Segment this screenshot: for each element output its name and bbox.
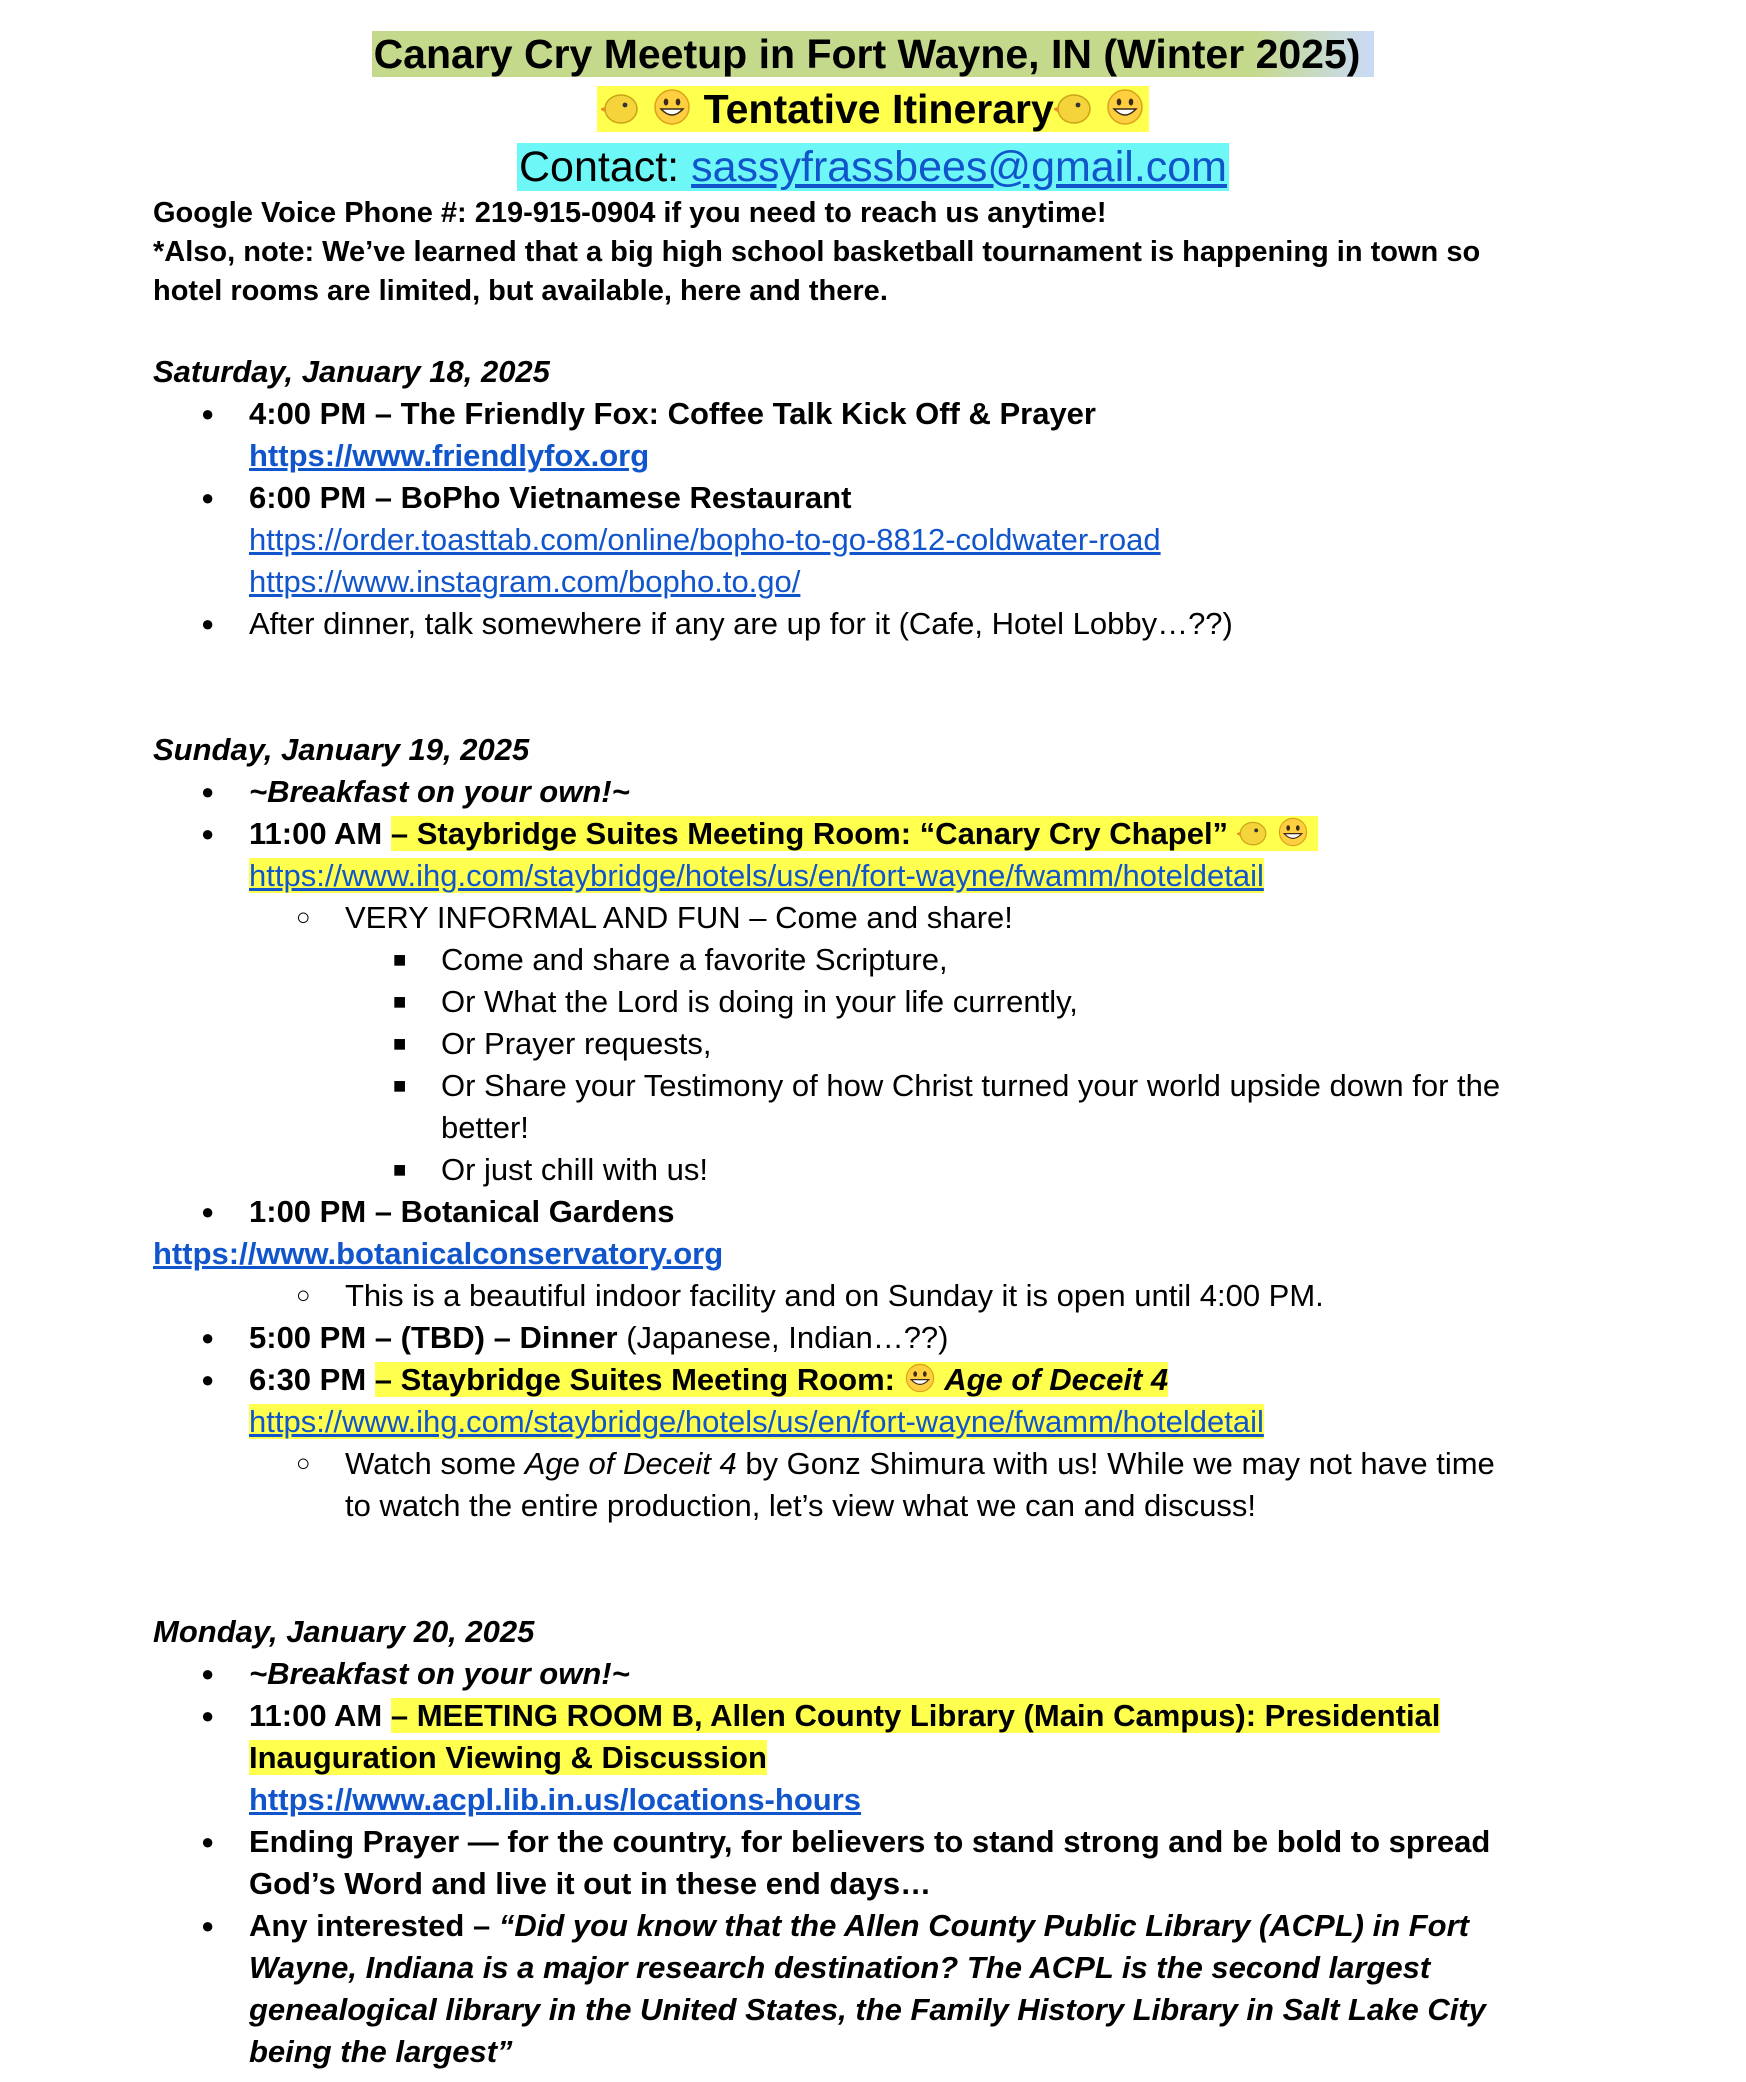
- point-text: Or just chill with us!: [441, 1152, 709, 1187]
- circle-bullet-icon: ○: [296, 1282, 311, 1309]
- monday-heading: Monday, January 20, 2025: [153, 1614, 535, 1649]
- saturday-list: [153, 393, 1553, 645]
- sub-item-text: This is a beautiful indoor facility and on Sunday it is open until 4:00 PM.: [345, 1278, 1324, 1313]
- list-item: [153, 393, 1553, 477]
- ending-prayer: Ending Prayer — for the country, for believers to stand strong and be bold to spread God’s Word and live it out in these end days…: [249, 1824, 1491, 1901]
- point-text: Or What the Lord is doing in your life currently,: [441, 984, 1078, 1019]
- bullet-icon: ●: [201, 1661, 215, 1686]
- square-bullet-icon: ■: [393, 1157, 407, 1182]
- item-text: After dinner, talk somewhere if any are up for it (Cafe, Hotel Lobby…??): [249, 606, 1233, 641]
- list-item: [153, 1821, 1553, 1905]
- list-item: [153, 1695, 1553, 1821]
- square-bullet-icon: ■: [393, 947, 407, 972]
- sub-item-text: [345, 1443, 1505, 1527]
- hotel-note: *Also, note: We’ve learned that a big high school basketball tournament is happening in town so hotel rooms are limited, but available, here and there.: [153, 236, 1481, 307]
- acpl-link[interactable]: https://www.acpl.lib.in.us/locations-hours: [249, 1782, 861, 1817]
- toasttab-link[interactable]: https://order.toasttab.com/online/bopho-to-go-8812-coldwater-road: [249, 522, 1161, 557]
- bullet-icon: ●: [201, 1829, 215, 1854]
- point-text: Or Prayer requests,: [441, 1026, 712, 1061]
- botanical-link[interactable]: https://www.botanicalconservatory.org: [153, 1236, 724, 1271]
- contact-label: Contact:: [518, 143, 692, 191]
- gardens-link-line: [153, 1233, 1553, 1275]
- bullet-icon: ●: [201, 779, 215, 804]
- document-body: [153, 194, 1553, 2073]
- page-title: Canary Cry Meetup in Fort Wayne, IN (Winter 2025): [372, 31, 1375, 77]
- staybridge-link[interactable]: https://www.ihg.com/staybridge/hotels/us/en/fort-wayne/fwamm/hoteldetail: [249, 1404, 1264, 1439]
- movie-time: 6:30 PM: [249, 1362, 375, 1397]
- list-item: [153, 1191, 1553, 1233]
- list-item: [153, 1653, 1553, 1695]
- sunday-heading: Sunday, January 19, 2025: [153, 732, 530, 767]
- circle-bullet-icon: ○: [296, 904, 311, 931]
- sub-sub-list-item: [153, 1149, 1553, 1191]
- bullet-icon: ●: [201, 1703, 215, 1728]
- item-title: 4:00 PM – The Friendly Fox: Coffee Talk Kick Off & Prayer: [249, 396, 1096, 431]
- list-item: [153, 1317, 1553, 1359]
- square-bullet-icon: ■: [393, 1073, 407, 1098]
- bullet-icon: ●: [201, 1325, 215, 1350]
- sub-list-item: [153, 897, 1553, 939]
- staybridge-link[interactable]: https://www.ihg.com/staybridge/hotels/us/en/fort-wayne/fwamm/hoteldetail: [249, 858, 1264, 893]
- grinning-face-icon: [652, 87, 692, 127]
- item-title: 6:00 PM – BoPho Vietnamese Restaurant: [249, 480, 852, 515]
- item-title: 1:00 PM – Botanical Gardens: [249, 1194, 675, 1229]
- bullet-icon: ●: [201, 611, 215, 636]
- dinner-title: 5:00 PM – (TBD) – Dinner: [249, 1320, 618, 1355]
- bullet-icon: ●: [201, 821, 215, 846]
- chapel-time: 11:00 AM: [249, 816, 391, 851]
- movie-sub-name: Age of Deceit 4: [524, 1446, 737, 1481]
- list-item: [153, 813, 1553, 897]
- interested-text: [249, 1905, 1499, 2073]
- library-time: 11:00 AM: [249, 1698, 391, 1733]
- bullet-icon: ●: [201, 1367, 215, 1392]
- movie-sub-a: Watch some: [345, 1446, 525, 1481]
- saturday-heading: Saturday, January 18, 2025: [153, 354, 550, 389]
- baby-chick-icon: [601, 87, 641, 127]
- bullet-icon: ●: [201, 401, 215, 426]
- bullet-icon: ●: [201, 1913, 215, 1938]
- point-text: Come and share a favorite Scripture,: [441, 942, 948, 977]
- subtitle-line: [597, 86, 1149, 132]
- library-title-line: [249, 1695, 1549, 1779]
- baby-chick-icon: [1237, 816, 1269, 848]
- movie-sub-b: by Gonz Shimura with us! While we may not have time to watch the entire production, let’s view what we can and discuss!: [345, 1446, 1495, 1523]
- list-item: [153, 1905, 1553, 2073]
- instagram-link[interactable]: https://www.instagram.com/bopho.to.go/: [249, 564, 801, 599]
- title-block: [0, 26, 1746, 197]
- subtitle-text: Tentative Itinerary: [703, 86, 1054, 132]
- grinning-face-icon: [904, 1362, 936, 1394]
- sub-list-item: [153, 1443, 1553, 1527]
- monday-list: [153, 1653, 1553, 2073]
- sunday-list: [153, 771, 1553, 1527]
- breakfast-note: ~Breakfast on your own!~: [249, 1656, 630, 1691]
- library-title: – MEETING ROOM B, Allen County Library (Main Campus): Presidential Inauguration Viewing & Discussion: [249, 1698, 1441, 1775]
- bullet-icon: ●: [201, 1199, 215, 1224]
- grinning-face-icon: [1277, 816, 1309, 848]
- baby-chick-icon: [1054, 87, 1094, 127]
- movie-title-text: – Staybridge Suites Meeting Room:: [374, 1362, 904, 1397]
- sub-item-text: VERY INFORMAL AND FUN – Come and share!: [345, 900, 1013, 935]
- phone-line: Google Voice Phone #: 219-915-0904 if you need to reach us anytime!: [153, 197, 1107, 229]
- sub-sub-list-item: [153, 1023, 1553, 1065]
- sub-sub-list-item: [153, 981, 1553, 1023]
- sub-list-item: [153, 1275, 1553, 1317]
- friendlyfox-link[interactable]: https://www.friendlyfox.org: [249, 438, 650, 473]
- interested-quote: “Did you know that the Allen County Public Library (ACPL) in Fort Wayne, Indiana is a major research destination? The ACPL is the second largest genealogical library in the United States, the Family History Library in Salt Lake City being the largest”: [249, 1908, 1486, 2069]
- square-bullet-icon: ■: [393, 1031, 407, 1056]
- movie-title: [375, 1362, 1168, 1397]
- list-item: [153, 477, 1553, 603]
- list-item: [153, 603, 1553, 645]
- interested-label: Any interested –: [249, 1908, 499, 1943]
- chapel-title-text: – Staybridge Suites Meeting Room: “Canary Cry Chapel”: [390, 816, 1229, 851]
- breakfast-note: ~Breakfast on your own!~: [249, 774, 630, 809]
- sub-sub-list-item: [153, 1065, 1553, 1149]
- movie-name: Age of Deceit 4: [944, 1362, 1169, 1397]
- circle-bullet-icon: ○: [296, 1450, 311, 1477]
- bullet-icon: ●: [201, 485, 215, 510]
- contact-line: [517, 143, 1229, 191]
- list-item: [153, 1359, 1553, 1443]
- point-text: Or Share your Testimony of how Christ turned your world upside down for the better!: [441, 1068, 1501, 1145]
- chapel-title-line: [249, 813, 1553, 855]
- chapel-title: [391, 816, 1318, 851]
- list-item: [153, 771, 1553, 813]
- contact-email-link[interactable]: sassyfrassbees@gmail.com: [691, 143, 1228, 191]
- grinning-face-icon: [1105, 87, 1145, 127]
- dinner-rest: (Japanese, Indian…??): [617, 1320, 949, 1355]
- sub-sub-list-item: [153, 939, 1553, 981]
- movie-title-line: [249, 1359, 1553, 1401]
- square-bullet-icon: ■: [393, 989, 407, 1014]
